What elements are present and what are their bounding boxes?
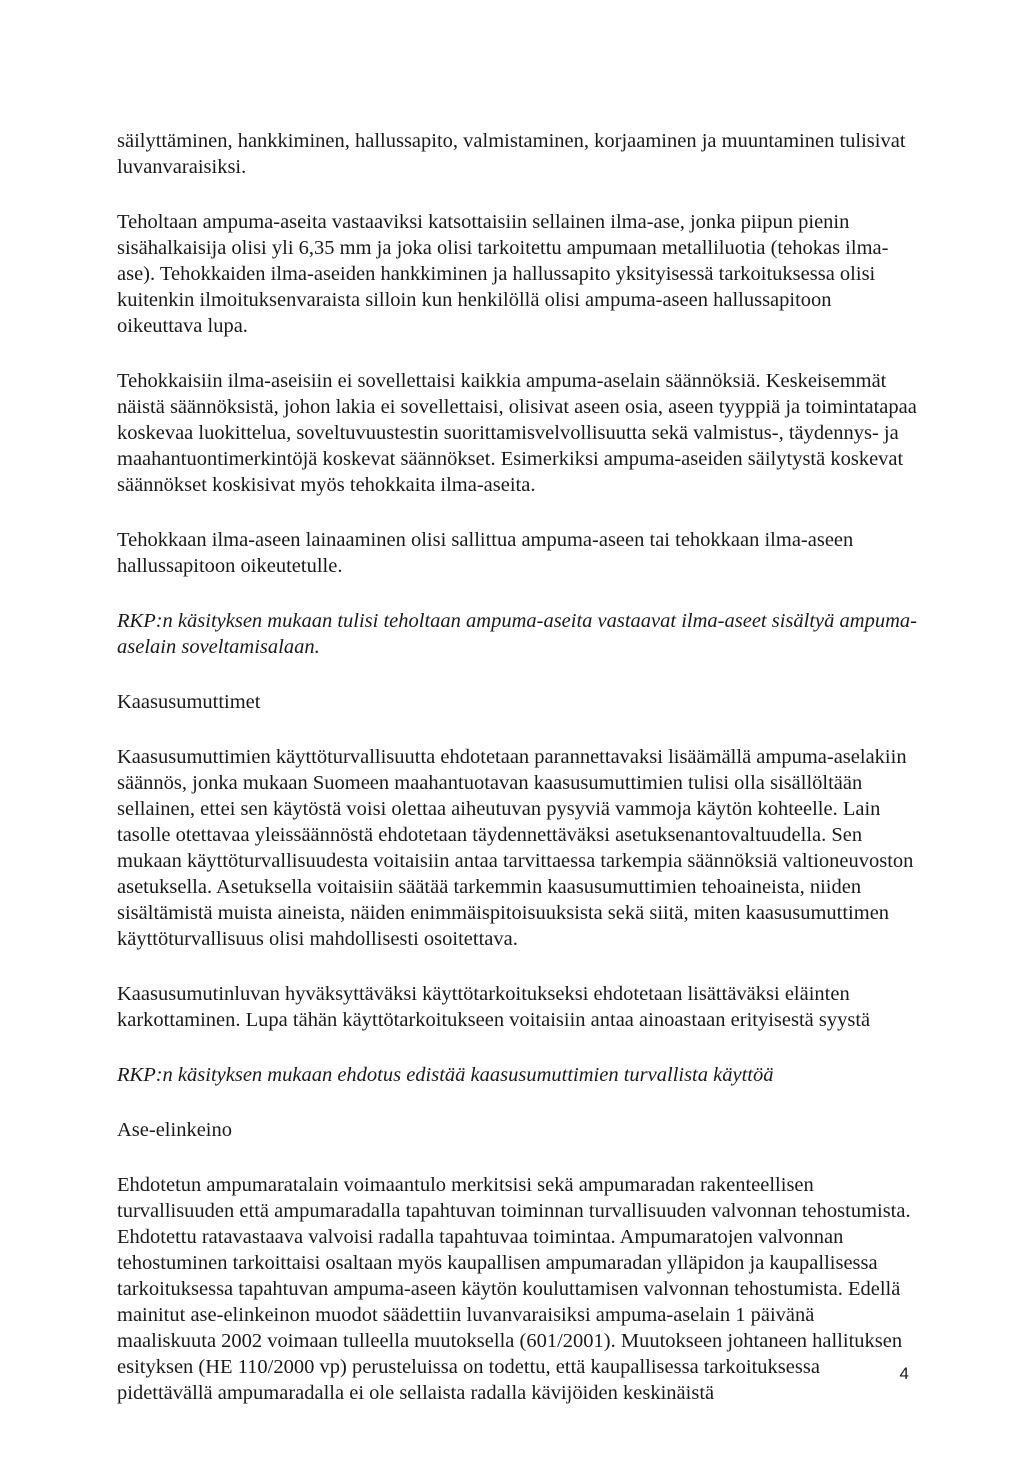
- paragraph-saannokset: Tehokkaisiin ilma-aseisiin ei sovellettaisi kaikkia ampuma-aselain säännöksiä. Keskeisemmät näistä säännöksistä, johon lakia ei sovellettaisi, olisivat aseen osia, aseen tyyppiä ja toimintatapaa koskevaa luokittelua, soveltuvuustestin suorittamisvelvollisuutta sekä valmistus-, täydennys- ja maahantuontimerkintöjä koskevat säännökset. Esimerkiksi ampuma-aseiden säilytystä koskevat säännökset koskisivat myös tehokkaita ilma-aseita.: [117, 370, 917, 496]
- paragraph-rkp-kanta-kaasusumuttimet: RKP:n käsityksen mukaan ehdotus edistää kaasusumuttimien turvallista käyttöä: [117, 1064, 774, 1086]
- paragraph-luvanvaraisuus: säilyttäminen, hankkiminen, hallussapito, valmistaminen, korjaaminen ja muuntaminen tulisivat luvanvaraisiksi.: [117, 130, 906, 178]
- document-body: [117, 128, 917, 1406]
- section-heading-kaasusumuttimet: Kaasusumuttimet: [117, 691, 261, 713]
- paragraph-ampumarata: Ehdotetun ampumaratalain voimaantulo merkitsisi sekä ampumaradan rakenteellisen turvallisuuden että ampumaradalla tapahtuvan toiminnan turvallisuuden valvonnan tehostumista. Ehdotettu ratavastaava valvoisi radalla tapahtuvaa toimintaa. Ampumaratojen valvonnan tehostuminen tarkoittaisi osaltaan myös kaupallisen ampumaradan ylläpidon ja kaupallisessa tarkoituksessa tapahtuvan ampuma-aseen käytön kouluttamisen valvonnan tehostumista. Edellä mainitut ase-elinkeinon muodot säädettiin luvanvaraisiksi ampuma-aselain 1 päivänä maaliskuuta 2002 voimaan tulleella muutoksella (601/2001). Muutokseen johtaneen hallituksen esityksen (HE 110/2000 vp) perusteluissa on todettu, että kaupallisessa tarkoituksessa pidettävällä ampumaradalla ei ole sellaista radalla kävijöiden keskinäistä: [117, 1174, 911, 1404]
- paragraph-lainaaminen: Tehokkaan ilma-aseen lainaaminen olisi sallittua ampuma-aseen tai tehokkaan ilma-aseen hallussapitoon oikeutetulle.: [117, 529, 854, 577]
- paragraph-rkp-kanta-ilma-aseet: RKP:n käsityksen mukaan tulisi teholtaan ampuma-aseita vastaavat ilma-aseet sisältyä ampuma-aselain soveltamisalaan.: [117, 610, 917, 658]
- paragraph-kaasusumuttimet-turvallisuus: Kaasusumuttimien käyttöturvallisuutta ehdotetaan parannettavaksi lisäämällä ampuma-aselakiin säännös, jonka mukaan Suomeen maahantuotavan kaasusumuttimien tulisi olla sisällöltään sellainen, ettei sen käytöstä voisi olettaa aiheutuvan pysyviä vammoja käytön kohteelle. Lain tasolle otettavaa yleissäännöstä ehdotetaan täydennettäväksi asetuksenantovaltuudella. Sen mukaan käyttöturvallisuudesta voitaisiin antaa tarvittaessa tarkempia säännöksiä valtioneuvoston asetuksella. Asetuksella voitaisiin säätää tarkemmin kaasusumuttimien tehoaineista, niiden sisältämistä muista aineista, näiden enimmäispitoisuuksista sekä siitä, miten kaasusumuttimen käyttöturvallisuus olisi mahdollisesti osoitettava.: [117, 746, 914, 950]
- paragraph-tehokas-ilma-ase: Teholtaan ampuma-aseita vastaaviksi katsottaisiin sellainen ilma-ase, jonka piipun pienin sisähalkaisija olisi yli 6,35 mm ja joka olisi tarkoitettu ampumaan metalliluotia (tehokas ilma-ase). Tehokkaiden ilma-aseiden hankkiminen ja hallussapito yksityisessä tarkoituksessa olisi kuitenkin ilmoituksenvaraista silloin kun henkilöllä olisi ampuma-aseen hallussapitoon oikeuttava lupa.: [117, 211, 889, 337]
- page-number: 4: [899, 1364, 909, 1383]
- section-heading-ase-elinkeino: Ase-elinkeino: [117, 1119, 232, 1141]
- paragraph-kaasusumutinlupa: Kaasusumutinluvan hyväksyttäväksi käyttötarkoitukseksi ehdotetaan lisättäväksi eläinten karkottaminen. Lupa tähän käyttötarkoitukseen voitaisiin antaa ainoastaan erityisestä syystä: [117, 983, 871, 1031]
